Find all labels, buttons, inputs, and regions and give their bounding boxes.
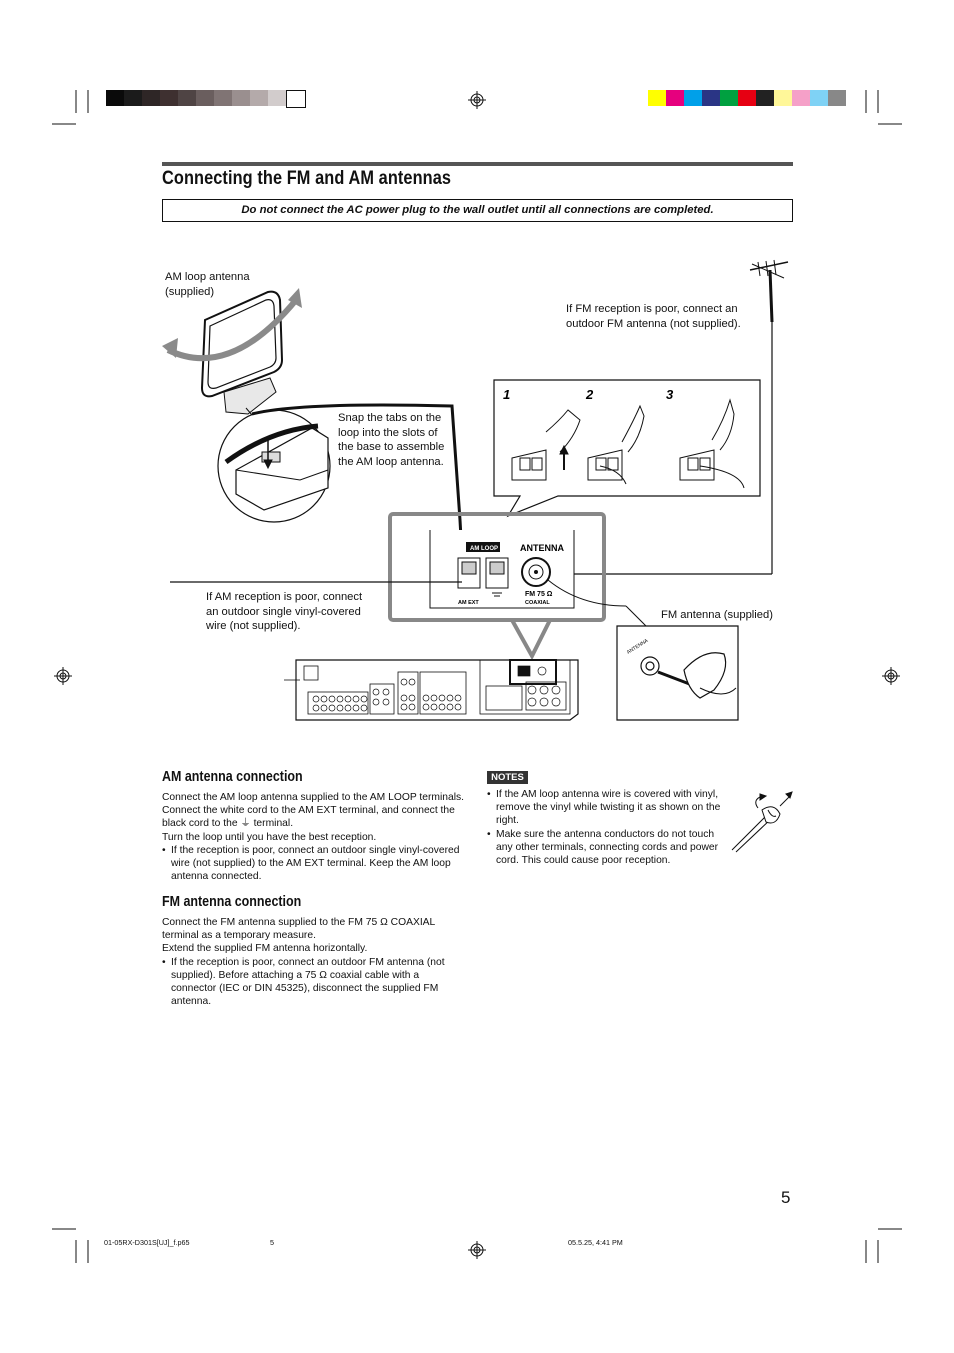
am-ext-terminal-label: AM EXT [458, 600, 479, 606]
page-number: 5 [781, 1188, 791, 1207]
am-loop-antenna-illustration [202, 292, 282, 414]
fm-paragraph: Connect the FM antenna supplied to the FM 75 Ω COAXIAL terminal as a temporary measure. [162, 917, 435, 942]
am-outdoor-label [206, 590, 362, 634]
color-swatch [648, 90, 666, 106]
mini-antenna-label: ANTENNA [625, 637, 650, 656]
gray-swatch [196, 90, 214, 106]
rear-panel-jacks [313, 666, 560, 711]
fm-paragraph: Extend the supplied FM antenna horizontally. [162, 943, 368, 955]
footer-page: 5 [270, 1238, 274, 1247]
page-title: Connecting the FM and AM antennas [162, 168, 452, 189]
color-swatch [702, 90, 720, 106]
am-outdoor-label-line: an outdoor single vinyl-covered [206, 605, 361, 618]
fm-supplied-leader [626, 606, 648, 628]
antenna-terminal-panel [390, 514, 604, 620]
am-section-heading: AM antenna connection [162, 769, 303, 785]
footer-filename: 01-05RX-D301S[UJ]_f.p65 [104, 1238, 190, 1247]
rotate-arrow-head-left [162, 338, 178, 358]
fm-outdoor-label-line: outdoor FM antenna (not supplied). [566, 317, 741, 330]
color-swatch [756, 90, 774, 106]
color-swatch [720, 90, 738, 106]
gray-swatch [178, 90, 196, 106]
gray-swatch [232, 90, 250, 106]
fm-outdoor-label [566, 302, 741, 331]
color-swatch [684, 90, 702, 106]
am-outdoor-label-line: If AM reception is poor, connect [206, 591, 363, 603]
color-swatch [828, 90, 846, 106]
antenna-label: ANTENNA [520, 543, 564, 553]
snap-tabs-label [338, 411, 444, 469]
gray-swatch [124, 90, 142, 106]
color-swatch [666, 90, 684, 106]
note-item: • If the AM loop antenna wire is covered with vinyl, remove the vinyl while twisting it as shown on the right. [487, 788, 723, 828]
gray-swatch [268, 90, 286, 106]
registration-target-bottom [468, 1241, 486, 1259]
am-loop-label-line: AM loop antenna [165, 271, 250, 283]
snap-label-line: the base to assemble [338, 441, 445, 453]
am-bullet: • If the reception is poor, connect an outdoor single vinyl-covered wire (not supplied) to the AM EXT terminal. Keep the AM loop antenna connected. [162, 844, 470, 884]
fm-antenna-supplied-callout [617, 626, 738, 720]
coaxial-label: COAXIAL [525, 600, 550, 606]
gray-swatch [286, 90, 306, 108]
wire-twist-illustration [728, 788, 798, 854]
gray-swatch [142, 90, 160, 106]
am-loop-label [165, 270, 250, 299]
fm-outdoor-label-line: If FM reception is poor, connect an [566, 303, 738, 315]
footer-timestamp: 05.5.25, 4:41 PM [568, 1238, 623, 1247]
gray-swatch [160, 90, 178, 106]
fm-section-body [162, 916, 462, 1008]
am-section-body [162, 791, 470, 883]
notes-body [487, 788, 723, 867]
am-outdoor-label-line: wire (not supplied). [206, 620, 301, 632]
gray-swatch [106, 90, 124, 106]
snap-label-line: the AM loop antenna. [338, 455, 444, 468]
step-2: 2 [586, 387, 594, 402]
fm-supplied-label: FM antenna (supplied) [661, 609, 773, 621]
gray-swatch [250, 90, 268, 106]
note-item: • Make sure the antenna conductors do not touch any other terminals, connecting cords and power cord. This could cause poor reception. [487, 828, 723, 868]
color-swatch [774, 90, 792, 106]
am-paragraph: Turn the loop until you have the best reception. [162, 831, 377, 843]
color-swatch [810, 90, 828, 106]
step-1: 1 [503, 387, 511, 402]
color-swatch [738, 90, 756, 106]
warning-box: Do not connect the AC power plug to the wall outlet until all connections are completed. [162, 199, 793, 222]
gray-swatch [214, 90, 232, 106]
notes-badge: NOTES [487, 771, 528, 784]
snap-label-line: loop into the slots of [338, 426, 438, 439]
fm-75-label: FM 75 Ω [525, 591, 553, 598]
step-3: 3 [666, 387, 674, 402]
color-swatch [792, 90, 810, 106]
am-loop-terminal-label: AM LOOP [470, 546, 498, 552]
fm-section-heading: FM antenna connection [162, 894, 302, 910]
am-paragraph: Connect the AM loop antenna supplied to the AM LOOP terminals. Connect the white cord to the AM EXT terminal, and connect the black cord to the ⏚ terminal. [162, 792, 465, 830]
panel-pointer [512, 620, 550, 656]
fm-bullet: • If the reception is poor, connect an outdoor FM antenna (not supplied). Before attaching a 75 Ω coaxial cable with a connector (IEC or DIN 45325), disconnect the supplied FM antenna. [162, 956, 462, 1009]
loop-assembly-detail [218, 408, 330, 522]
am-loop-label-line: (supplied) [165, 285, 215, 298]
snap-label-line: Snap the tabs on the [338, 412, 442, 424]
